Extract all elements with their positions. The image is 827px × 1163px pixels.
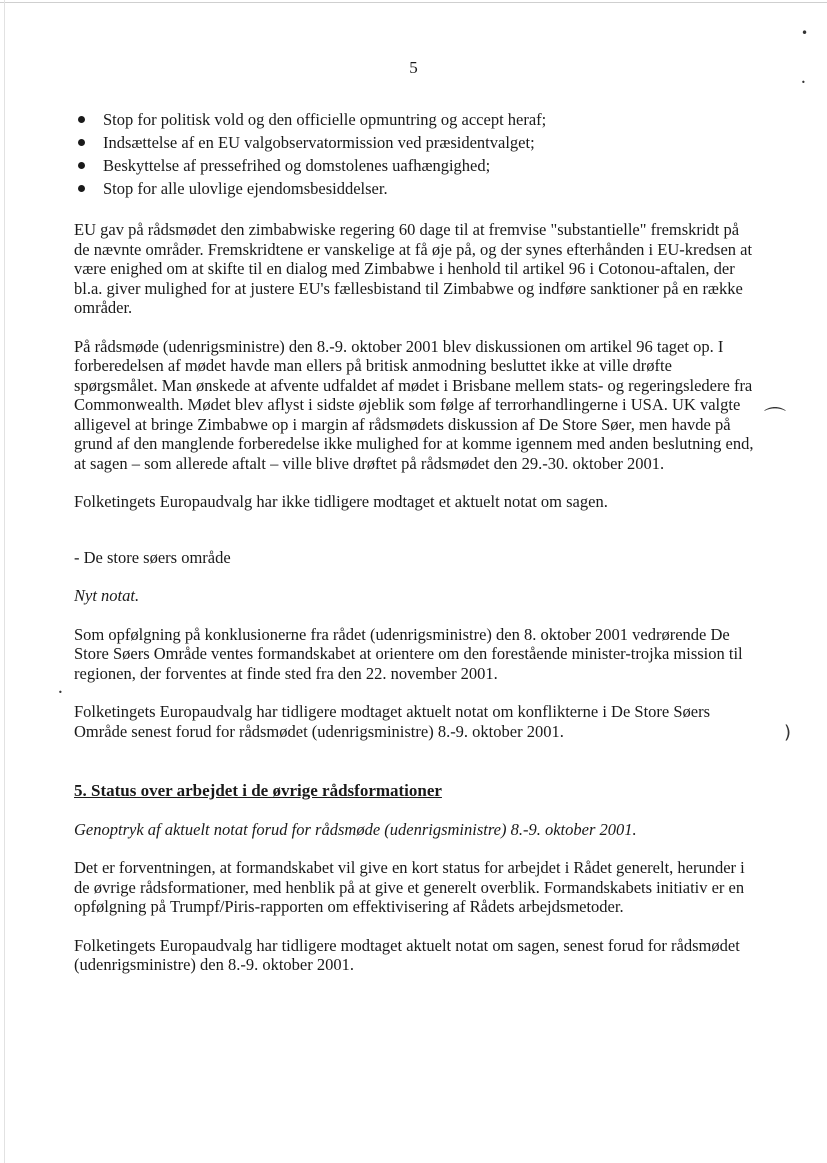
demands-bullet-list xyxy=(74,108,754,200)
paragraph-prior-note-status: Folketingets Europaudvalg har tidligere modtaget aktuelt notat om sagen, senest forud for rådsmødet (udenrigsministre) den 8.-9. oktober 2001. xyxy=(74,935,740,974)
scan-speck-mark: • xyxy=(801,26,809,40)
paragraph-presidency-status: Det er forventningen, at formandskabet vil give en kort status for arbejdet i Rådet generelt, herunder i de øvrige rådsformationer, med henblik på at give et generelt overblik. Formandskabets initiativ er en opfølgning på Trumpf/Piris-rapporten om effektivisering af Rådets arbejdsmetoder. xyxy=(74,858,745,916)
scan-left-edge xyxy=(4,0,5,1163)
list-item: Indsættelse af en EU valgobservatormission ved præsidentvalget; xyxy=(74,131,754,154)
document-body xyxy=(74,108,754,975)
subheading-great-lakes: - De store søers område xyxy=(74,547,231,567)
binder-hole-mark: ) xyxy=(784,722,792,743)
bullet-icon xyxy=(78,116,85,123)
bullet-icon xyxy=(78,162,85,169)
note-reprint: Genoptryk af aktuelt notat forud for rådsmøde (udenrigsministre) 8.-9. oktober 2001. xyxy=(74,819,637,839)
paragraph-no-prior-note: Folketingets Europaudvalg har ikke tidligere modtaget et aktuelt notat om sagen. xyxy=(74,492,608,511)
binder-hole-mark: ⌒ xyxy=(764,407,787,432)
scan-speck-mark: • xyxy=(58,688,63,697)
bullet-icon xyxy=(78,185,85,192)
bullet-icon xyxy=(78,139,85,146)
list-item: Beskyttelse af pressefrihed og domstolenes uafhængighed; xyxy=(74,154,754,177)
note-new: Nyt notat. xyxy=(74,586,140,605)
list-item: Stop for politisk vold og den officielle opmuntring og accept heraf; xyxy=(74,108,754,131)
section-heading: 5. Status over arbejdet i de øvrige rådsformationer xyxy=(74,781,442,800)
paragraph-prior-note-great-lakes: Folketingets Europaudvalg har tidligere modtaget aktuelt notat om konflikterne i De Store Søers Område senest forud for rådsmødet (udenrigsministre) 8.-9. oktober 2001. xyxy=(74,702,711,741)
paragraph-eu-deadline: EU gav på rådsmødet den zimbabwiske regering 60 dage til at fremvise "substantielle" fremskridt på de nævnte områder. Fremskridtene er vanskelige at få øje på, og der synes efterhånden i EU-kredsen at være enighed om at skifte til en dialog med Zimbabwe i henhold til artikel 96 i Cotonou-aftalen, der bl.a. giver mulighed for at justere EU's fællesbistand til Zimbabwe og indføre sanktioner på en række områder. xyxy=(74,220,753,317)
page-number: 5 xyxy=(409,58,418,77)
scan-top-edge xyxy=(0,2,827,3)
list-item: Stop for alle ulovlige ejendomsbesiddelser. xyxy=(74,177,754,200)
paragraph-council-meeting: På rådsmøde (udenrigsministre) den 8.-9. oktober 2001 blev diskussionen om artikel 96 taget op. I forberedelsen af mødet havde man ellers på britisk anmodning besluttet ikke at ville drøfte spørgsmålet. Man ønskede at afvente udfaldet af mødet i Brisbane mellem stats- og regeringsledere fra Commonwealth. Mødet blev aflyst i sidste øjeblik som følge af terrorhandlingerne i USA. UK valgte alligevel at bringe Zimbabwe op i margin af rådsmødets diskussion af De Store Søer, men havde på grund af den manglende forberedelse ikke mulighed for at komme igennem med anden beslutning end, at sagen – som allerede aftalt – ville blive drøftet på rådsmødet den 29.-30. oktober 2001. xyxy=(74,336,754,473)
paragraph-troika-mission: Som opfølgning på konklusionerne fra rådet (udenrigsministre) den 8. oktober 2001 vedrørende De Store Søers Område ventes formandskabet at orientere om den forestående minister-trojka mission til regionen, der forventes at finde sted fra den 22. november 2001. xyxy=(74,624,743,683)
scan-speck-mark: • xyxy=(801,78,806,87)
